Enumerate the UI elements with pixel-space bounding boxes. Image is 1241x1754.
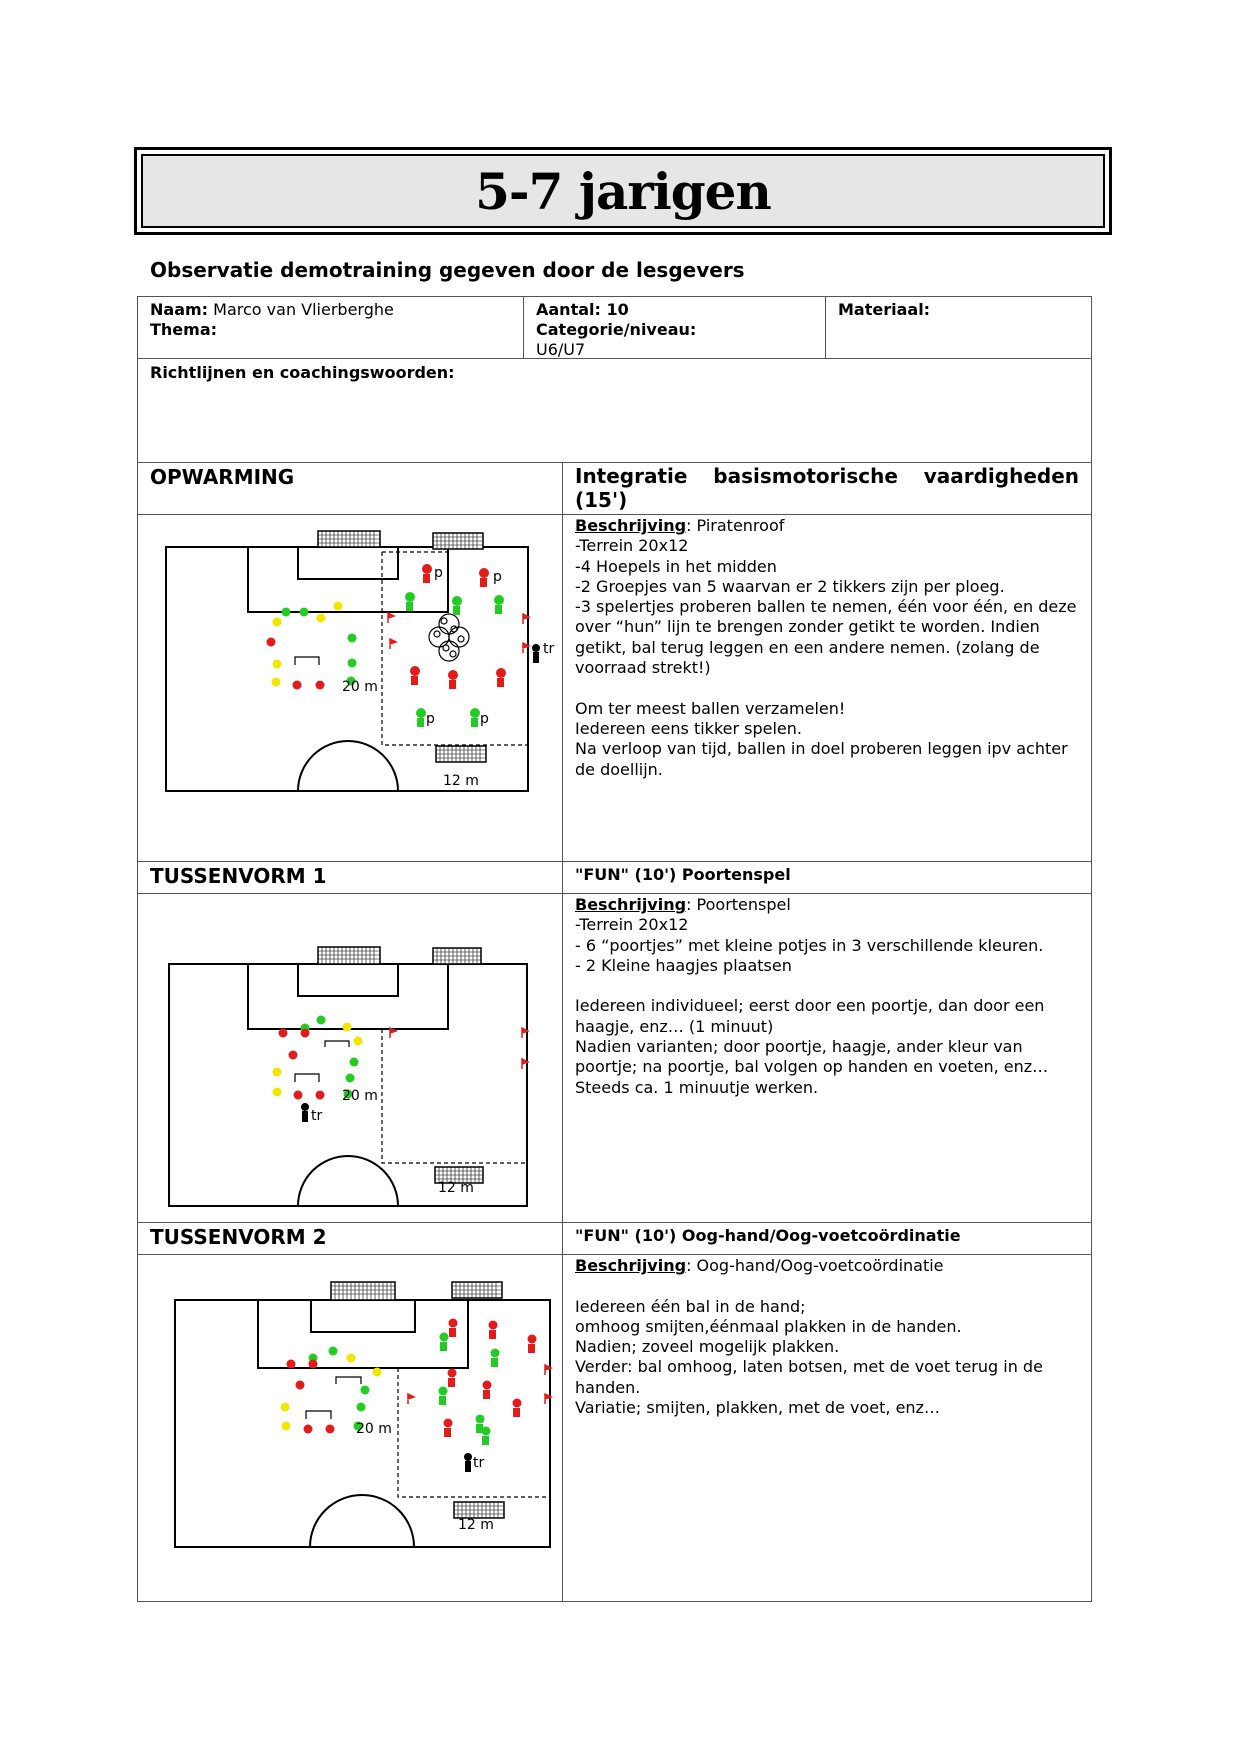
desc-label: Beschrijving: [575, 895, 687, 914]
title-frame: [134, 147, 1112, 235]
section-2-name: TUSSENVORM 1: [150, 864, 327, 888]
desc-title: : Poortenspel: [686, 895, 791, 914]
distance-20m-label: 20 m: [356, 1421, 392, 1437]
section-2-header: "FUN" (10') Poortenspel: [575, 865, 791, 884]
cone-dots: [267, 602, 357, 690]
subtitle: Observatie demotraining gegeven door de lesgevers: [150, 258, 745, 282]
aantal-label: Aantal: 10: [536, 300, 629, 319]
info-materiaal-cell: [825, 296, 1092, 359]
section-2-header-cell: [562, 861, 1092, 894]
section-2-desc: -Terrein 20x12 - 6 “poortjes” met kleine potjes in 3 verschillende kleuren. - 2 Kleine haagjes plaatsen Iedereen individueel; eerst door een poortje, dan door een haagje, enz… (1 minuut) Nadien varianten; door poortje, haagje, ander kleur van poortje; na poortje, bal volgen op handen en voeten, enz… Steeds ca. 1 minuutje werken.: [575, 915, 1049, 1097]
section-2-diagram-cell: [137, 893, 563, 1223]
section-2-name-cell: [137, 861, 563, 894]
desc-title: : Oog-hand/Oog-voetcoördinatie: [686, 1256, 944, 1275]
player-label: p: [493, 569, 502, 585]
section-2-desc-cell: [562, 893, 1092, 1223]
naam-label: Naam:: [150, 300, 209, 319]
thema-label: Thema:: [150, 320, 218, 339]
trainer-label: tr: [311, 1108, 323, 1124]
section-3-name: TUSSENVORM 2: [150, 1225, 327, 1249]
section-1-name-cell: [137, 462, 563, 515]
distance-20m-label: 20 m: [342, 1088, 378, 1104]
naam-value: Marco van Vlierberghe: [213, 300, 394, 319]
categorie-value: U6/U7: [536, 340, 586, 359]
section-3-diagram-cell: [137, 1254, 563, 1602]
materiaal-label: Materiaal:: [838, 300, 931, 319]
trainer-figure: [464, 1453, 472, 1472]
section-1-diagram-cell: [137, 514, 563, 862]
distance-12m-label: 12 m: [438, 1180, 474, 1196]
player-label: p: [480, 711, 489, 727]
desc-label: Beschrijving: [575, 516, 687, 535]
section-1-desc-cell: [562, 514, 1092, 862]
section-1-header: Integratie basismotorische vaardigheden (15'): [575, 464, 1079, 512]
categorie-label: Categorie/niveau:: [536, 320, 697, 339]
section-1-desc: -Terrein 20x12 -4 Hoepels in het midden -2 Groepjes van 5 waarvan er 2 tikkers zijn per ploeg. -3 spelertjes proberen ballen te nemen, één voor één, en deze over “hun” lijn te brengen zonder getikt te worden. Indien getikt, bal terug leggen en een andere nemen. (zolang de voorraad strekt!) Om ter meest ballen verzamelen! Iedereen eens tikker spelen. Na verloop van tijd, ballen in doel proberen leggen ipv achter de doellijn.: [575, 536, 1077, 779]
desc-title: : Piratenroof: [686, 516, 785, 535]
section-1-name: OPWARMING: [150, 465, 295, 489]
section-3-name-cell: [137, 1222, 563, 1255]
section-1-header-cell: [562, 462, 1092, 515]
section-3-desc-cell: [562, 1254, 1092, 1602]
page-title: 5-7 jarigen: [475, 161, 771, 221]
trainer-figure: [301, 1103, 309, 1122]
title-box: [141, 154, 1105, 228]
opwarming-field-diagram: [138, 515, 562, 861]
coordinatie-field-diagram: [138, 1255, 562, 1601]
distance-12m-label: 12 m: [458, 1517, 494, 1533]
trainer-label: tr: [473, 1455, 485, 1471]
distance-20m-label: 20 m: [342, 679, 378, 695]
info-naam-cell: [137, 296, 524, 359]
info-richtlijnen-cell: [137, 358, 1092, 463]
player-label: p: [426, 711, 435, 727]
trainer-label: tr: [543, 641, 555, 657]
poortenspel-field-diagram: [138, 894, 562, 1222]
distance-12m-label: 12 m: [443, 773, 479, 789]
trainer-figure: [532, 644, 540, 663]
info-aantal-cell: [523, 296, 826, 359]
richtlijnen-label: Richtlijnen en coachingswoorden:: [150, 363, 455, 382]
players-red: [444, 1319, 537, 1438]
section-3-desc: Iedereen één bal in de hand; omhoog smijten,éénmaal plakken in de handen. Nadien; zoveel mogelijk plakken. Verder: bal omhoog, laten botsen, met de voet terug in de handen. Variatie; smijten, plakken, met de voet, enz…: [575, 1296, 1043, 1418]
section-3-header: "FUN" (10') Oog-hand/Oog-voetcoördinatie: [575, 1226, 961, 1245]
desc-label: Beschrijving: [575, 1256, 687, 1275]
section-3-header-cell: [562, 1222, 1092, 1255]
player-label: p: [434, 565, 443, 581]
